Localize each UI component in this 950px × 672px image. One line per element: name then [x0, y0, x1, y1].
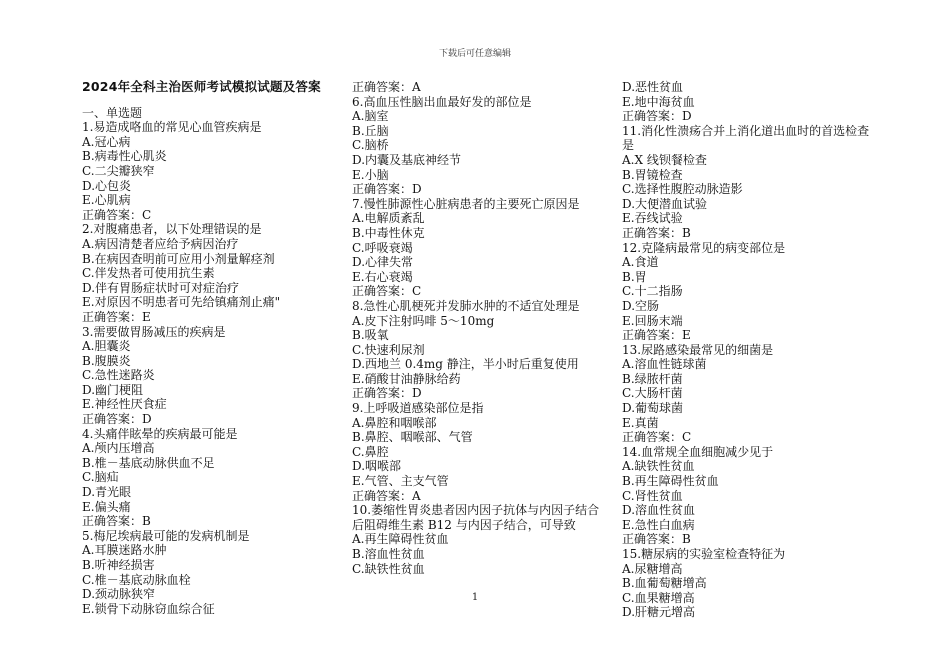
- text-line: A.脑室: [352, 109, 389, 124]
- text-line: A.电解质紊乱: [352, 211, 425, 226]
- column-3-text: [622, 80, 872, 620]
- column-2-text: [352, 80, 610, 576]
- text-line: A.病因清楚者应给予病因治疗: [82, 236, 239, 251]
- text-line: E.偏头痛: [82, 499, 131, 514]
- text-line: A.缺铁性贫血: [622, 459, 695, 474]
- document-title: 2024年全科主治医师考试模拟试题及答案: [82, 79, 321, 94]
- text-line: B.在病因查明前可应用小剂量解痉剂: [82, 251, 275, 266]
- text-line: C.血果糖增高: [622, 590, 695, 605]
- text-line: D.空肠: [622, 298, 660, 313]
- text-line: D.咽喉部: [352, 459, 402, 474]
- text-line: A.尿糖增高: [622, 561, 683, 576]
- text-line: 14.血常规全血细胞减少见于: [622, 444, 774, 459]
- text-line: C.鼻腔: [352, 444, 389, 459]
- text-line: 7.慢性肺源性心脏病患者的主要死亡原因是: [352, 196, 580, 211]
- text-line: C.十二指肠: [622, 284, 683, 299]
- text-line: E.吞线试验: [622, 211, 683, 226]
- text-line: C.呼吸衰竭: [352, 240, 413, 255]
- text-line: D.西地兰 0.4mg 静注，半小时后重复使用: [352, 357, 579, 372]
- text-line: 10.萎缩性胃炎患者因内因子抗体与内因子结合后阻碍维生素 B12 与内因子结合，可导致: [352, 503, 600, 532]
- text-line: B.绿脓杆菌: [622, 371, 683, 386]
- text-line: B.椎－基底动脉供血不足: [82, 455, 215, 470]
- text-line: E.地中海贫血: [622, 94, 695, 109]
- text-line: B.中毒性休克: [352, 225, 425, 240]
- text-line: 正确答案：B: [622, 532, 691, 547]
- text-line: 9.上呼吸道感染部位是指: [352, 401, 484, 416]
- text-line: B.丘脑: [352, 123, 389, 138]
- text-line: C.椎－基底动脉血栓: [82, 572, 191, 587]
- page-number: 1: [471, 592, 479, 603]
- text-line: C.肾性贫血: [622, 488, 683, 503]
- text-line: A.溶血性链球菌: [622, 357, 707, 372]
- text-line: B.病毒性心肌炎: [82, 149, 167, 164]
- text-line: D.葡萄球菌: [622, 401, 684, 416]
- text-line: 6.高血压性脑出血最好发的部位是: [352, 94, 532, 109]
- text-line: 正确答案：C: [352, 284, 422, 299]
- text-line: E.心肌病: [82, 193, 131, 208]
- text-line: A.再生障碍性贫血: [352, 532, 449, 547]
- text-line: D.青光眼: [82, 485, 132, 500]
- text-line: 5.梅尼埃病最可能的发病机制是: [82, 528, 250, 543]
- text-line: C.缺铁性贫血: [352, 561, 425, 576]
- text-line: E.硝酸甘油静脉给药: [352, 371, 461, 386]
- text-line: E.气管、主支气管: [352, 474, 449, 489]
- text-line: C.伴发热者可使用抗生素: [82, 266, 215, 281]
- text-line: C.二尖瓣狭窄: [82, 163, 155, 178]
- text-line: 3.需要做胃肠减压的疾病是: [82, 324, 226, 339]
- text-line: E.小脑: [352, 167, 389, 182]
- text-line: C.脑桥: [352, 138, 389, 153]
- text-line: A.冠心病: [82, 134, 131, 149]
- text-line: B.血葡萄糖增高: [622, 576, 707, 591]
- text-line: D.伴有胃肠症状时可对症治疗: [82, 280, 240, 295]
- text-line: 一、单选题: [82, 105, 143, 120]
- text-line: E.回肠末端: [622, 313, 683, 328]
- text-line: E.锁骨下动脉窃血综合征: [82, 601, 215, 616]
- text-line: A.鼻腔和咽喉部: [352, 415, 437, 430]
- text-line: 正确答案：C: [82, 207, 152, 222]
- text-line: 8.急性心肌梗死并发肺水肿的不适宜处理是: [352, 298, 580, 313]
- text-line: 正确答案：D: [622, 109, 692, 124]
- text-line: 正确答案：E: [82, 309, 151, 324]
- page-header: 下载后可任意编辑: [438, 49, 511, 59]
- text-line: D.大便潜血试验: [622, 196, 708, 211]
- text-line: 正确答案：B: [622, 225, 691, 240]
- text-line: C.脑疝: [82, 470, 119, 485]
- text-line: D.幽门梗阻: [82, 382, 144, 397]
- text-line: 15.糖尿病的实验室检查特征为: [622, 547, 786, 561]
- text-line: 11.消化性溃疡合并上消化道出血时的首选检查是: [622, 123, 870, 153]
- text-line: D.内囊及基底神经节: [352, 152, 462, 167]
- text-line: A.皮下注射吗啡 5～10mg: [352, 313, 495, 328]
- text-line: B.听神经损害: [82, 558, 155, 572]
- text-line: B.胃: [622, 269, 647, 284]
- column-1-text: [82, 106, 344, 617]
- text-line: A.食道: [622, 255, 659, 270]
- text-line: E.急性白血病: [622, 517, 695, 532]
- text-line: 正确答案：B: [82, 514, 151, 529]
- text-line: B.腹膜炎: [82, 353, 131, 368]
- text-line: A.耳膜迷路水肿: [82, 543, 167, 558]
- text-line: C.快速利尿剂: [352, 342, 425, 357]
- text-line: 正确答案：D: [82, 412, 152, 427]
- text-line: B.吸氧: [352, 328, 389, 343]
- text-line: D.心律失常: [352, 255, 414, 270]
- text-line: C.选择性腹腔动脉造影: [622, 182, 743, 197]
- text-line: 13.尿路感染最常见的细菌是: [622, 342, 774, 357]
- text-line: C.急性迷路炎: [82, 368, 155, 383]
- text-line: 正确答案：A: [352, 80, 421, 94]
- text-line: E.神经性厌食症: [82, 397, 167, 412]
- text-line: D.颈动脉狭窄: [82, 587, 156, 602]
- text-line: 正确答案：D: [352, 386, 422, 401]
- text-line: B.溶血性贫血: [352, 547, 425, 561]
- column-2: [352, 80, 610, 576]
- text-line: 正确答案：A: [352, 488, 421, 503]
- text-line: A.X 线钡餐检查: [622, 152, 707, 167]
- text-line: D.心包炎: [82, 178, 132, 193]
- text-line: E.对原因不明患者可先给镇痛剂止痛": [82, 295, 281, 310]
- text-line: 2.对腹痛患者，以下处理错误的是: [82, 222, 262, 237]
- text-line: A.胆囊炎: [82, 339, 131, 354]
- text-line: D.恶性贫血: [622, 80, 684, 94]
- text-line: D.溶血性贫血: [622, 503, 696, 518]
- text-line: B.胃镜检查: [622, 167, 683, 182]
- text-line: E.右心衰竭: [352, 269, 413, 284]
- text-line: A.颅内压增高: [82, 441, 155, 456]
- text-line: C.大肠杆菌: [622, 386, 683, 401]
- text-line: E.真菌: [622, 415, 659, 430]
- text-line: 4.头痛伴眩晕的疾病最可能是: [82, 426, 238, 441]
- column-3: [622, 80, 872, 620]
- column-1: [82, 80, 344, 616]
- text-line: D.肝糖元增高: [622, 605, 696, 620]
- text-line: 正确答案：D: [352, 182, 422, 197]
- text-line: B.鼻腔、咽喉部、气管: [352, 430, 473, 445]
- text-line: B.再生障碍性贫血: [622, 474, 719, 489]
- text-line: 正确答案：E: [622, 328, 691, 343]
- text-line: 1.易造成咯血的常见心血管疾病是: [82, 120, 262, 135]
- text-line: 正确答案：C: [622, 430, 692, 445]
- text-line: 12.克隆病最常见的病变部位是: [622, 240, 786, 255]
